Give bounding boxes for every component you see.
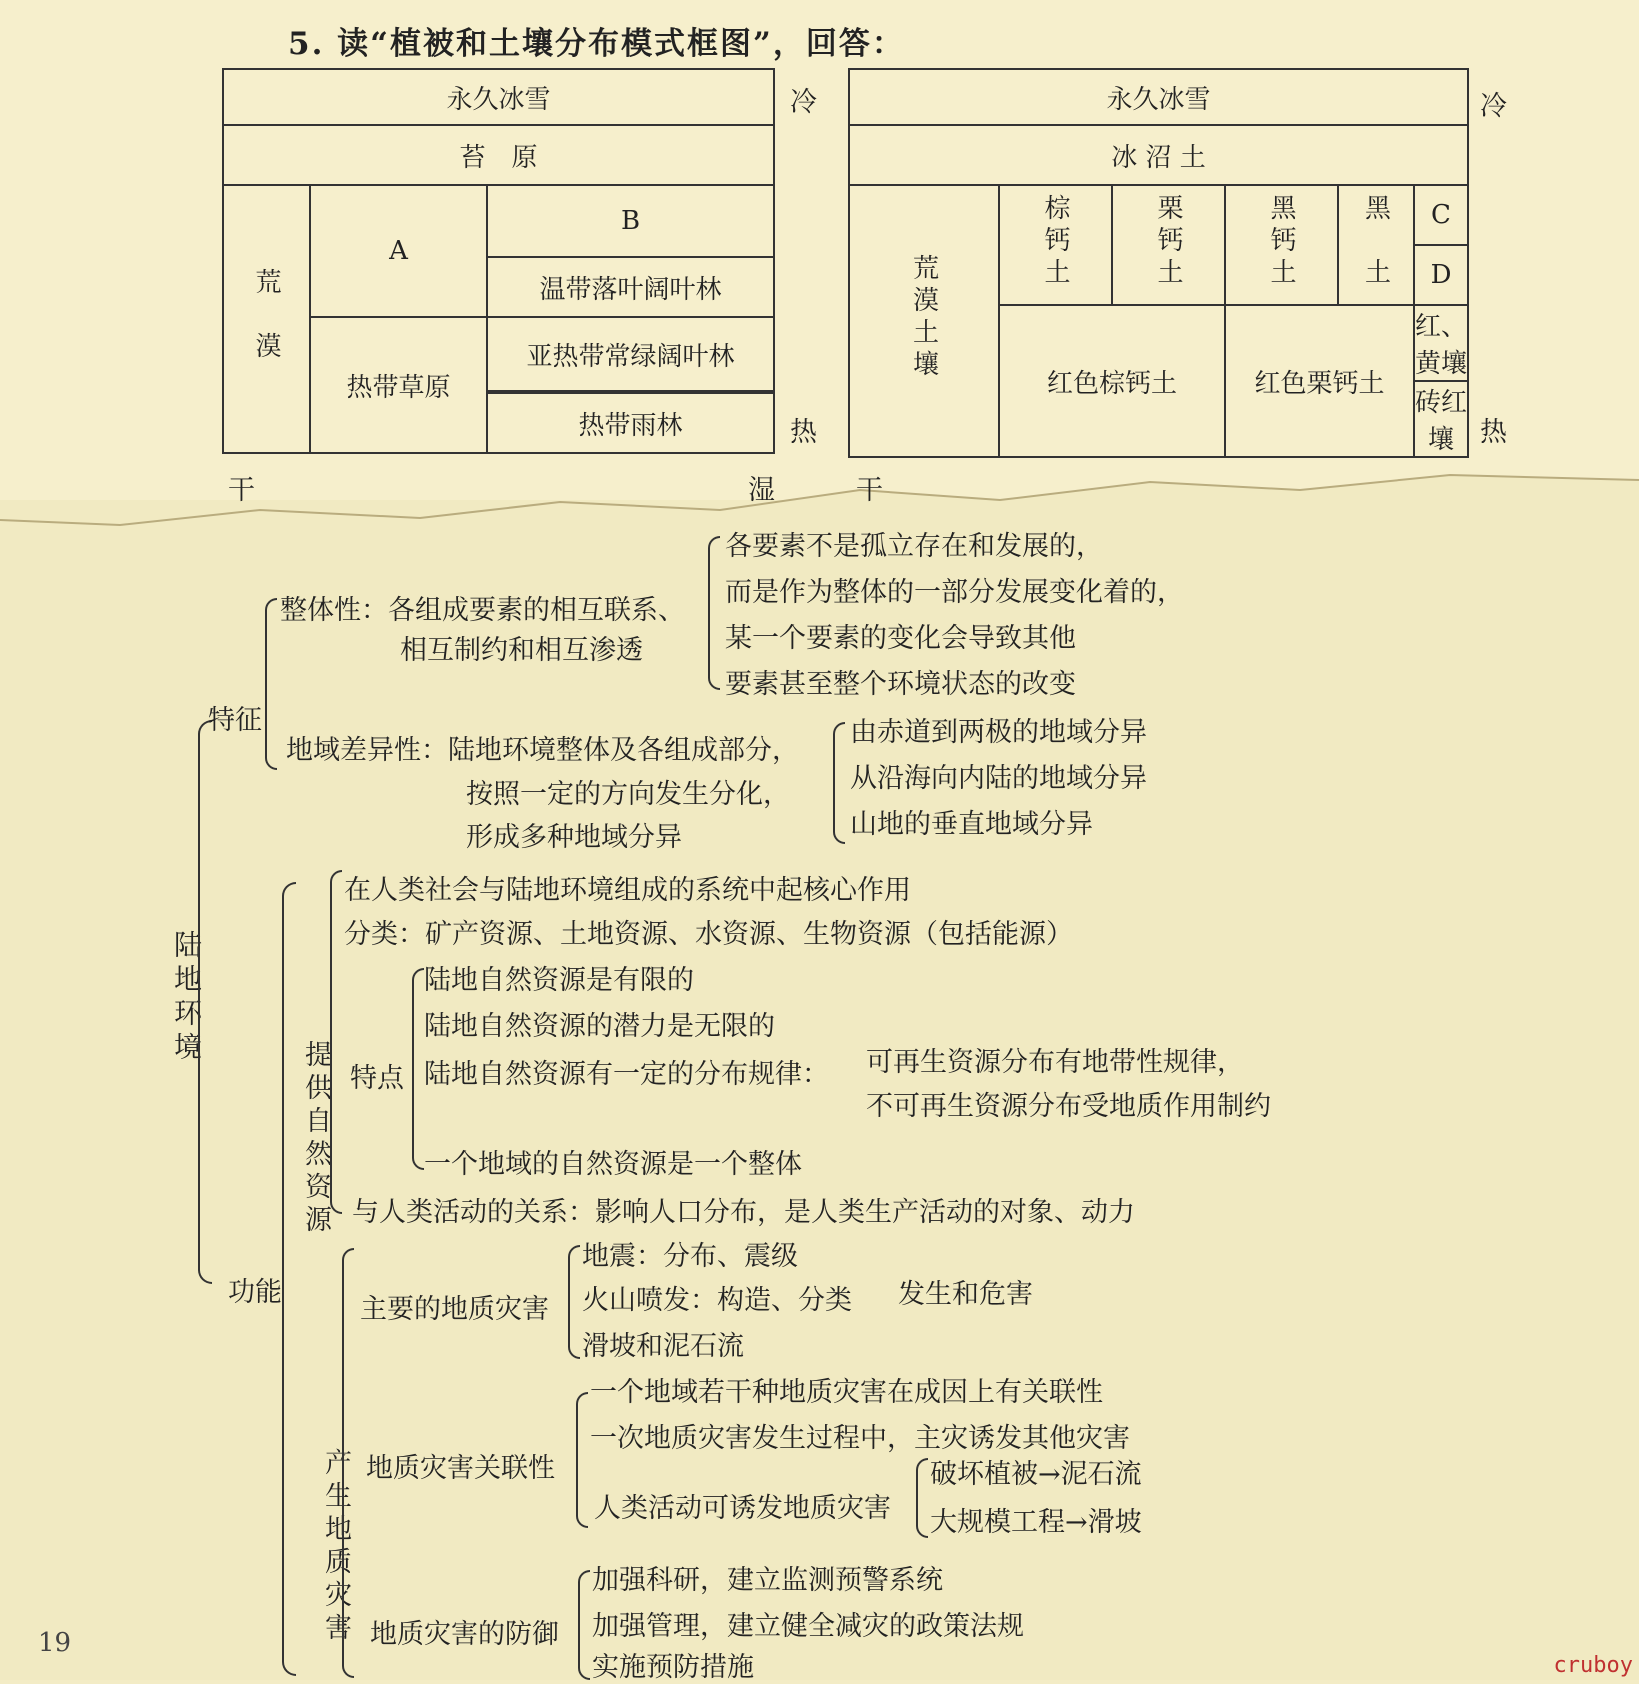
red-yellow-soil-cell: 红、黄壤 [1414, 305, 1468, 381]
integrity-line2: 相互制约和相互渗透 [400, 635, 643, 666]
prevention-label: 地质灾害的防御 [370, 1619, 559, 1650]
human-induced-brace [916, 1458, 928, 1538]
integrity-detail-2: 而是作为整体的一部分发展变化着的， [725, 577, 1184, 608]
prevention-1: 加强科研，建立监测预警系统 [592, 1565, 943, 1596]
regional-line3: 形成多种地域分异 [466, 822, 682, 853]
cell-d: D [1414, 245, 1468, 305]
page-number: 19 [38, 1628, 72, 1658]
regional-detail-2: 从沿海向内陆的地域分异 [850, 763, 1147, 794]
black-calcic-cell: 黑钙土 [1266, 193, 1296, 290]
main-hazards-label: 主要的地质灾害 [360, 1294, 549, 1325]
regional-detail-3: 山地的垂直地域分异 [850, 809, 1093, 840]
resource-feature-2: 陆地自然资源的潜力是无限的 [424, 1011, 775, 1042]
resource-distribution-2: 不可再生资源分布受地质作用制约 [866, 1091, 1271, 1122]
integrity-detail-4: 要素甚至整个环境状态的改变 [725, 669, 1076, 700]
resource-distribution-1: 可再生资源分布有地带性规律， [866, 1047, 1244, 1078]
features-brace [265, 598, 277, 770]
tundra-cell: 苔 原 [223, 125, 774, 185]
resources-brace [330, 870, 342, 1214]
resources-label: 提供自然资源 [300, 1040, 331, 1238]
hazards-label: 产生地质灾害 [320, 1448, 351, 1646]
tropical-grassland-cell: 热带草原 [310, 317, 487, 453]
prevention-brace [578, 1570, 590, 1680]
main-hazard-1: 地震：分布、震级 [582, 1241, 798, 1272]
left-hot-label: 热 [790, 417, 817, 448]
brick-red-soil-cell: 砖红壤 [1414, 381, 1468, 457]
root-topic: 陆地环境 [170, 930, 203, 1066]
root-brace [198, 720, 212, 1284]
right-dry-label: 干 [856, 475, 883, 506]
integrity-detail-1: 各要素不是孤立存在和发展的， [725, 531, 1103, 562]
question-title: 5. 读“植被和土壤分布模式框图”，回答： [288, 26, 905, 62]
temperate-forest-cell: 温带落叶阔叶林 [487, 257, 774, 317]
hazard-relation-label: 地质灾害关联性 [366, 1453, 555, 1484]
regional-brace [833, 722, 845, 844]
regional-line2: 按照一定的方向发生分化， [466, 779, 790, 810]
main-hazards-brace [568, 1245, 580, 1359]
resources-features-label: 特点 [350, 1063, 404, 1094]
left-dry-label: 干 [228, 475, 255, 506]
resources-types: 分类：矿产资源、土地资源、水资源、生物资源（包括能源） [344, 919, 1073, 950]
integrity-detail-3: 某一个要素的变化会导致其他 [725, 623, 1076, 654]
subtropical-forest-cell: 亚热带常绿阔叶林 [487, 317, 774, 391]
human-induced-1: 破坏植被→泥石流 [930, 1459, 1142, 1490]
hazard-relation-1: 一个地域若干种地质灾害在成因上有关联性 [590, 1377, 1103, 1408]
black-soil-cell: 黑 土 [1360, 193, 1391, 290]
features-label: 特征 [208, 705, 262, 736]
red-brown-calcic-cell: 红色棕钙土 [999, 305, 1225, 457]
resource-feature-1: 陆地自然资源是有限的 [424, 965, 694, 996]
resources-features-brace [412, 968, 424, 1170]
cell-c: C [1414, 185, 1468, 245]
integrity-label: 整体性：各组成要素的相互联系、 [280, 595, 685, 626]
cell-a: A [310, 185, 487, 317]
hazard-relation-3: 人类活动可诱发地质灾害 [594, 1493, 891, 1524]
right-hot-label: 热 [1480, 417, 1507, 448]
resources-core: 在人类社会与陆地环境组成的系统中起核心作用 [344, 875, 911, 906]
main-hazard-2: 火山喷发：构造、分类 [582, 1285, 852, 1316]
integrity-brace [708, 536, 720, 690]
hazard-relation-2: 一次地质灾害发生过程中，主灾诱发其他灾害 [590, 1423, 1130, 1454]
soil-diagram [848, 68, 1469, 458]
hazard-relation-brace [576, 1392, 588, 1528]
bog-soil-cell: 冰 沼 土 [849, 125, 1468, 185]
right-permanent-ice-cell: 永久冰雪 [849, 69, 1468, 125]
left-wet-label: 湿 [748, 475, 775, 506]
vegetation-diagram [222, 68, 775, 454]
functions-brace [282, 882, 296, 1676]
regional-detail-1: 由赤道到两极的地域分异 [850, 717, 1147, 748]
human-induced-2: 大规模工程→滑坡 [930, 1507, 1142, 1538]
permanent-ice-cell: 永久冰雪 [223, 69, 774, 125]
credit-watermark: cruboy [1553, 1653, 1633, 1678]
resource-feature-4: 一个地域的自然资源是一个整体 [424, 1149, 802, 1180]
cell-b: B [487, 185, 774, 257]
desert-cell: 荒 漠 [251, 267, 281, 364]
resource-feature-3: 陆地自然资源有一定的分布规律： [424, 1059, 829, 1090]
prevention-2: 加强管理，建立健全减灾的政策法规 [592, 1611, 1024, 1642]
prevention-3: 实施预防措施 [592, 1652, 754, 1683]
chestnut-cell: 栗钙土 [1153, 193, 1183, 290]
hazards-brace [342, 1248, 354, 1678]
functions-label: 功能 [228, 1277, 282, 1308]
brown-calcic-cell: 棕钙土 [1040, 193, 1070, 290]
red-chestnut-cell: 红色栗钙土 [1225, 305, 1414, 457]
left-cold-label: 冷 [790, 87, 817, 118]
main-hazard-3: 滑坡和泥石流 [582, 1331, 744, 1362]
tropical-rainforest-cell: 热带雨林 [487, 393, 774, 453]
resources-relation: 与人类活动的关系：影响人口分布，是人类生产活动的对象、动力 [352, 1197, 1135, 1228]
regional-label: 地域差异性：陆地环境整体及各组成部分， [286, 735, 799, 766]
desert-soil-cell: 荒漠土壤 [908, 253, 939, 382]
main-hazards-result: 发生和危害 [898, 1279, 1033, 1310]
right-cold-label: 冷 [1480, 91, 1507, 122]
